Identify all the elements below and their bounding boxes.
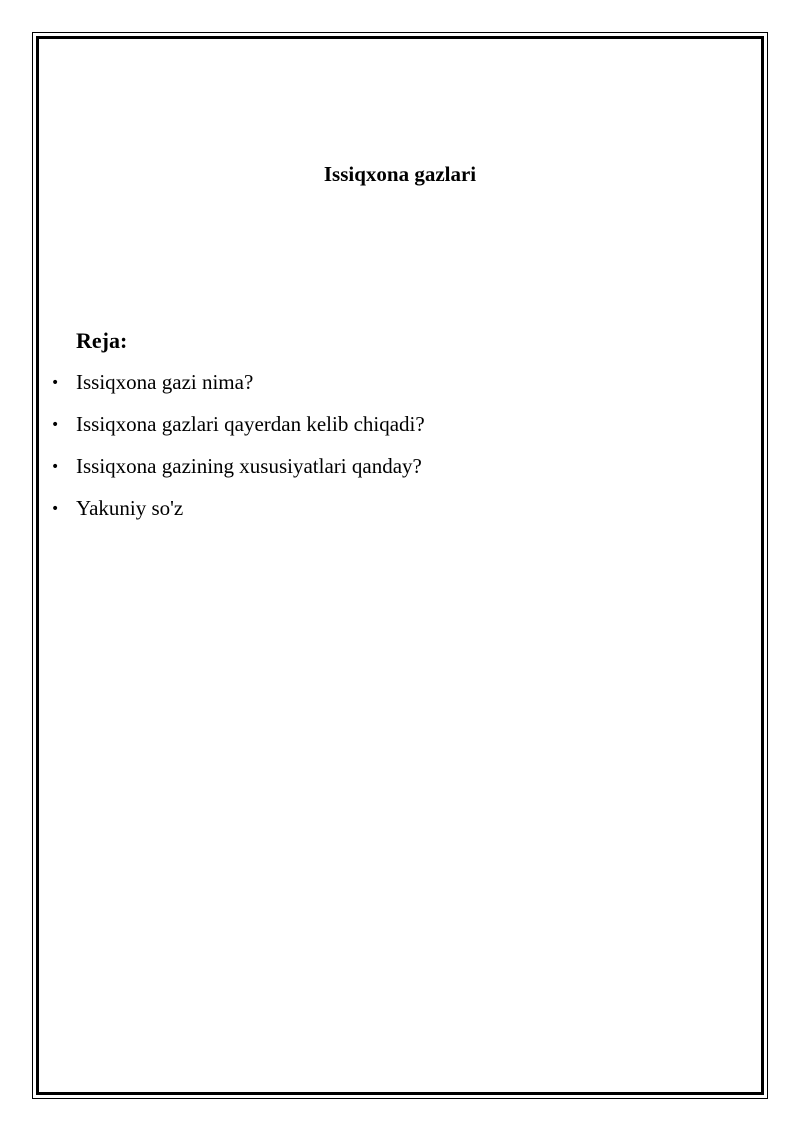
- bullet-icon: •: [51, 375, 60, 391]
- list-item: [0, 494, 740, 536]
- list-item-text: Issiqxona gazlari qayerdan kelib chiqadi?: [76, 412, 425, 436]
- document-title: Issiqxona gazlari: [323, 162, 477, 186]
- page-border: [32, 32, 768, 1099]
- list-item-text: Issiqxona gazining xususiyatlari qanday?: [76, 454, 422, 478]
- bullet-icon: •: [51, 501, 60, 517]
- page-border-inner: [36, 36, 764, 1095]
- bullet-icon: •: [51, 417, 60, 433]
- list-item: [0, 368, 740, 410]
- plan-heading: Reja:: [76, 328, 128, 353]
- list-item: [0, 410, 740, 452]
- plan-list: [0, 368, 740, 536]
- bullet-icon: •: [51, 459, 60, 475]
- list-item-text: Yakuniy so'z: [76, 496, 184, 520]
- list-item: [0, 452, 740, 494]
- list-item-text: Issiqxona gazi nima?: [76, 370, 254, 394]
